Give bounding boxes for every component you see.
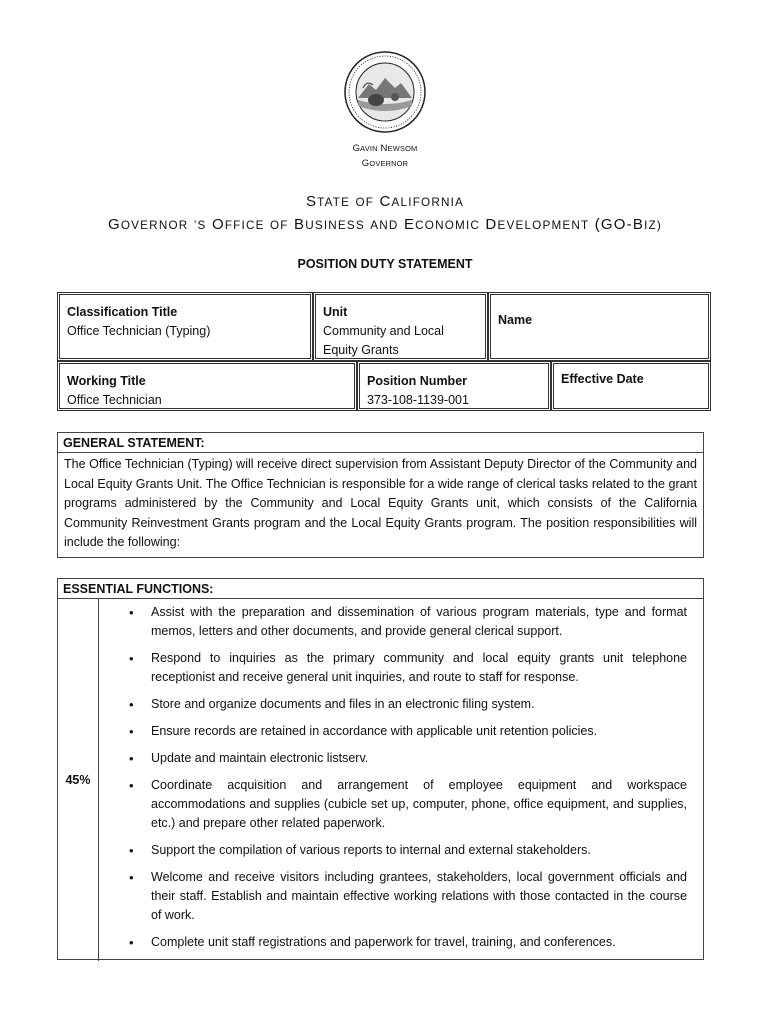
working-title-value: Office Technician — [67, 393, 162, 407]
governor-name: GAVIN NEWSOM — [352, 143, 418, 154]
duty-item: • Store and organize documents and files in an electronic filing system. — [125, 695, 687, 714]
state-name: STATE OF CALIFORNIA — [305, 193, 465, 210]
document-title: POSITION DUTY STATEMENT — [297, 257, 473, 271]
name-box — [488, 292, 711, 361]
agency-name: GOVERNOR ’S OFFICE OF BUSINESS AND ECONOMIC DEVELOPMENT (GO-BIZ) — [108, 216, 662, 233]
effective-date-box — [551, 361, 711, 411]
duty-item: • Assist with the preparation and dissemination of various program materials, type and format memos, letters and other documents, and provide general clerical support. — [125, 603, 687, 641]
unit-box — [313, 292, 488, 361]
unit-label: Unit — [323, 305, 348, 319]
effective-date-label: Effective Date — [561, 372, 644, 386]
classification-title-label: Classification Title — [67, 305, 178, 319]
duties-list — [99, 599, 703, 961]
name-label: Name — [498, 313, 533, 327]
duty-item: • Support the compilation of various reports to internal and external stakeholders. — [125, 841, 687, 860]
position-number-label: Position Number — [367, 374, 468, 388]
position-number-value: 373-108-1139-001 — [367, 393, 469, 407]
general-statement-heading: GENERAL STATEMENT: — [58, 433, 703, 453]
duty-item: • Welcome and receive visitors including grantees, stakeholders, local government officials and their staff. Establish and maintain effective working relations with those contacted in the course of work. — [125, 868, 687, 925]
classification-title-value: Office Technician (Typing) — [67, 324, 211, 338]
working-title-box — [57, 361, 357, 411]
general-statement-text: The Office Technician (Typing) will receive direct supervision from Assistant Deputy Director of the Community and Local Equity Grants Unit. The Office Technician is responsible for a wide range of clerical tasks related to the grant programs administered by the Community and Local Equity Grants unit, which consists of the California Community Reinvestment Grants program and the Local Equity Grants program. The position responsibilities will include the following: — [64, 457, 697, 549]
working-title-label: Working Title — [67, 374, 146, 388]
general-statement-section — [57, 432, 704, 558]
essential-functions-section — [57, 578, 704, 960]
duty-item: • Ensure records are retained in accordance with applicable unit retention policies. — [125, 722, 687, 741]
essential-functions-heading: ESSENTIAL FUNCTIONS: — [58, 579, 703, 599]
duty-item: • Coordinate acquisition and arrangement of employee equipment and workspace accommodations and supplies (cubicle set up, computer, phone, office equipment, and supplies, etc.) and prepare other related paperwork. — [125, 776, 687, 833]
classification-title-box — [57, 292, 313, 361]
time-percentage: 45% — [58, 599, 99, 961]
state-seal-logo — [343, 50, 427, 134]
duty-item: • Update and maintain electronic listserv. — [125, 749, 687, 768]
governor-title: GOVERNOR — [361, 158, 409, 169]
unit-value: Community and Local Equity Grants — [323, 324, 444, 357]
position-number-box — [357, 361, 551, 411]
duty-item: • Respond to inquiries as the primary community and local equity grants unit telephone receptionist and receive general unit inquiries, and route to staff for response. — [125, 649, 687, 687]
duty-item: • Complete unit staff registrations and paperwork for travel, training, and conferences. — [125, 933, 687, 952]
